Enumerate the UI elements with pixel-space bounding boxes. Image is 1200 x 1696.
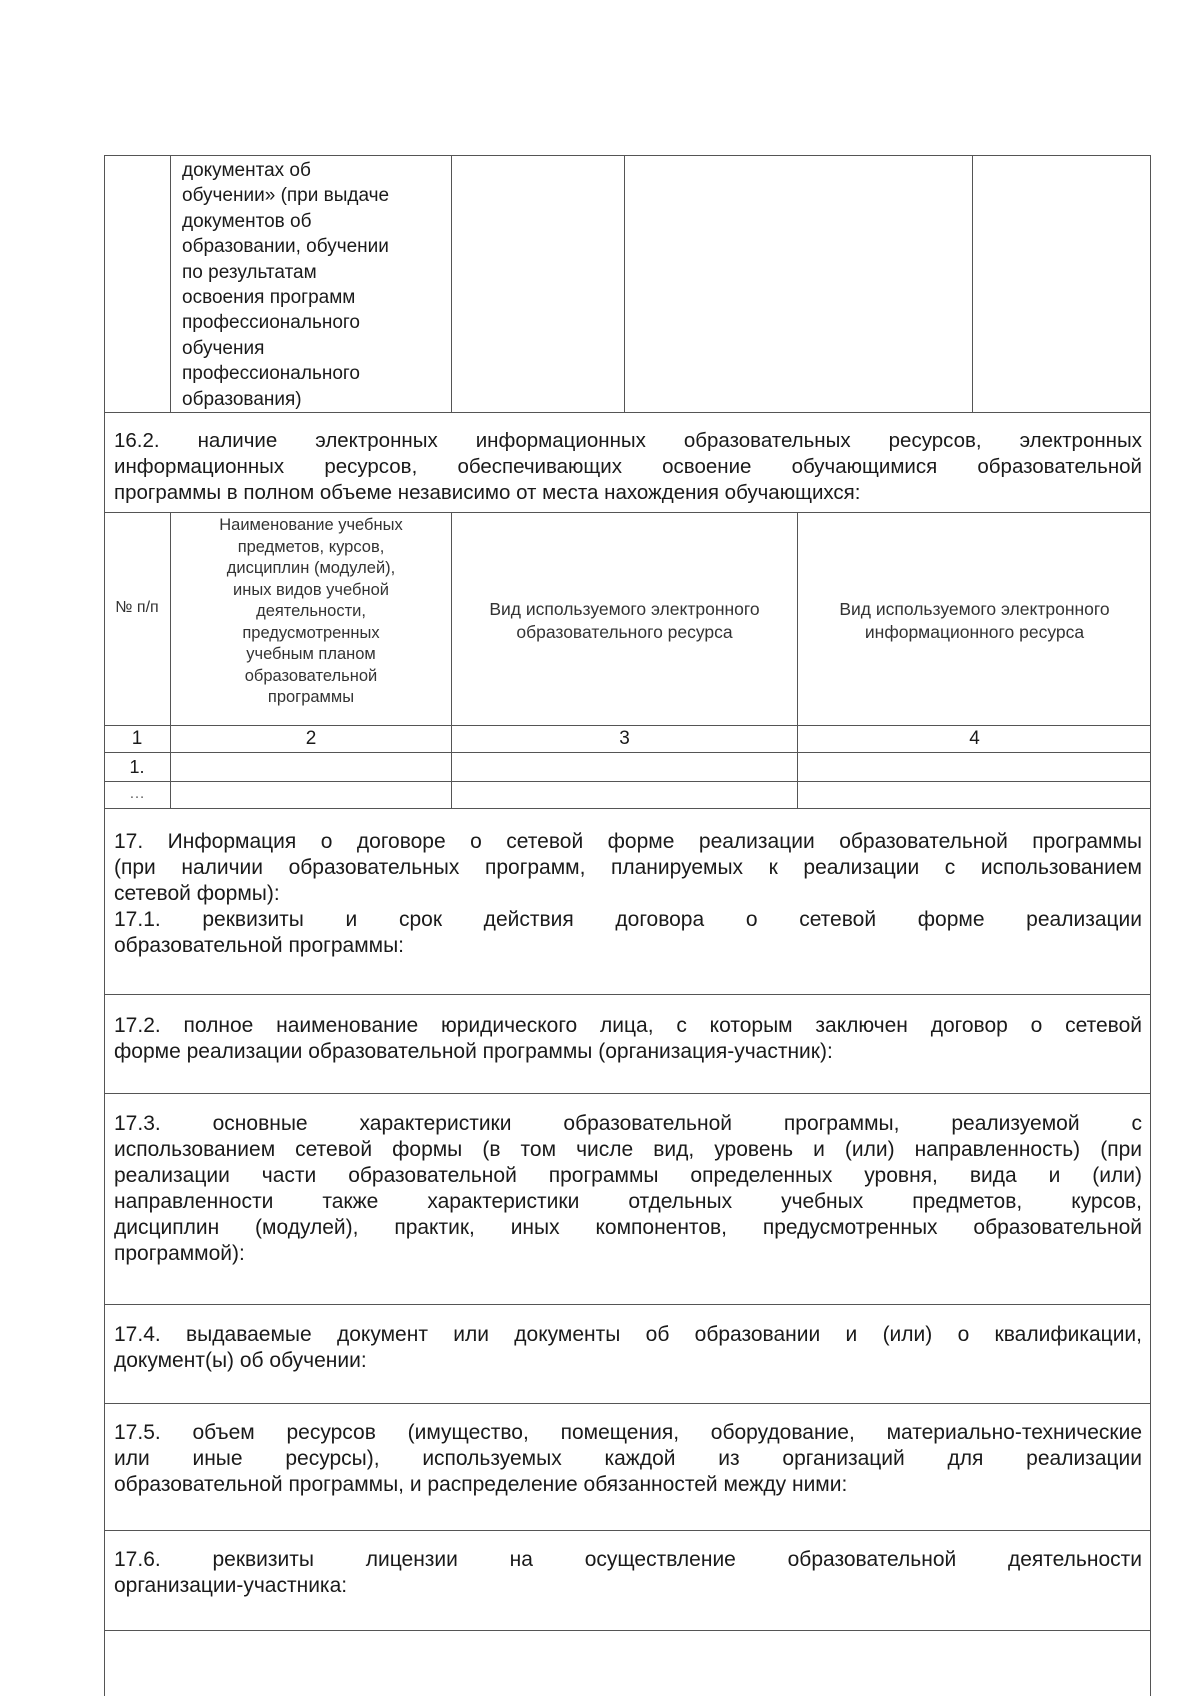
top-cell-line: по результатам	[182, 261, 317, 283]
header-line: предметов, курсов,	[237, 537, 385, 556]
paragraph-line: 16.2. наличие электронных информационных образовательных ресурсов, электронных	[114, 429, 1142, 452]
column-header-info-resource	[799, 598, 1150, 644]
top-cell-text	[182, 158, 447, 412]
top-cell-line: документах об	[182, 160, 311, 181]
paragraph-line: (при наличии образовательных программ, планируемых к реализации с использованием	[114, 856, 1142, 879]
header-line: образовательного ресурса	[516, 622, 733, 642]
column-number-4: 4	[969, 728, 980, 749]
column-header-subjects	[172, 515, 450, 709]
table-row-1-number: 1.	[129, 757, 145, 777]
header-line: деятельности,	[256, 602, 366, 620]
header-line: информационного ресурса	[864, 622, 1085, 642]
section-17-text	[114, 829, 1142, 959]
paragraph-line: 17.1. реквизиты и срок действия договора о сетевой форме реализации	[114, 908, 1142, 931]
section-17-3-text	[114, 1111, 1142, 1267]
paragraph-line: информационных ресурсов, обеспечивающих освоение обучающимися образовательной	[114, 455, 1142, 478]
table-row-2-number: …	[129, 785, 145, 802]
paragraph-line: 17.3. основные характеристики образовательной программы, реализуемой с	[114, 1112, 1142, 1135]
paragraph-line: образовательной программы, и распределение обязанностей между ними:	[114, 1473, 848, 1496]
paragraph-line: организации-участника:	[114, 1574, 348, 1597]
paragraph-line: реализации части образовательной программы определенных уровня, вида и (или)	[114, 1164, 1142, 1187]
header-line: образовательной	[244, 666, 378, 685]
column-number-2: 2	[305, 728, 317, 749]
paragraph-line: 17.2. полное наименование юридического лица, с которым заключен договор о сетевой	[114, 1014, 1142, 1037]
paragraph-line: дисциплин (модулей), практик, иных компонентов, предусмотренных образовательной	[114, 1216, 1142, 1239]
paragraph-line: использованием сетевой формы (в том числе вид, уровень и (или) направленность) (при	[114, 1138, 1142, 1161]
paragraph-line: сетевой формы):	[114, 882, 280, 905]
paragraph-line: 17.5. объем ресурсов (имущество, помещения, оборудование, материально-технические	[114, 1421, 1142, 1444]
section-17-4-text	[114, 1322, 1142, 1374]
header-line: Вид используемого электронного	[839, 599, 1110, 619]
header-line: Наименование учебных	[219, 516, 403, 534]
top-cell-line: образования)	[182, 388, 302, 410]
top-cell-line: обучении» (при выдаче	[182, 185, 390, 207]
top-cell-line: документов об	[182, 210, 312, 232]
column-header-number: № п/п	[115, 599, 159, 616]
top-cell-line: профессионального	[182, 363, 360, 385]
top-cell-line: обучения	[182, 337, 265, 359]
header-line: дисциплин (модулей),	[226, 559, 396, 577]
section-16-2-text	[114, 428, 1142, 506]
section-17-6-text	[114, 1547, 1142, 1599]
top-cell-line: освоения программ	[182, 287, 356, 309]
header-line: иных видов учебной	[233, 580, 389, 599]
paragraph-line: направленности также характеристики отдельных учебных предметов, курсов,	[114, 1190, 1142, 1213]
column-number-1: 1	[131, 728, 143, 749]
paragraph-line: образовательной программы:	[114, 934, 404, 957]
header-line: Вид используемого электронного	[489, 599, 760, 619]
header-line: программы	[267, 688, 355, 706]
paragraph-line: документ(ы) об обучении:	[114, 1349, 367, 1372]
column-number-3: 3	[619, 728, 630, 749]
header-line: предусмотренных	[242, 623, 380, 642]
paragraph-line: 17. Информация о договоре о сетевой форме реализации образовательной программы	[114, 830, 1142, 853]
paragraph-line: форме реализации образовательной программы (организация-участник):	[114, 1040, 833, 1063]
column-header-edu-resource	[453, 598, 796, 644]
paragraph-line: или иные ресурсы), используемых каждой из организаций для реализации	[114, 1447, 1142, 1470]
top-cell-line: образовании, обучении	[182, 236, 389, 258]
header-line: учебным планом	[246, 645, 376, 663]
paragraph-line: 17.4. выдаваемые документ или документы об образовании и (или) о квалификации,	[114, 1323, 1142, 1346]
paragraph-line: 17.6. реквизиты лицензии на осуществление образовательной деятельности	[114, 1548, 1142, 1571]
top-cell-line: профессионального	[182, 312, 360, 334]
section-17-2-text	[114, 1013, 1142, 1065]
paragraph-line: программой):	[114, 1242, 245, 1265]
paragraph-line: программы в полном объеме независимо от места нахождения обучающихся:	[114, 481, 861, 504]
section-17-5-text	[114, 1420, 1142, 1498]
